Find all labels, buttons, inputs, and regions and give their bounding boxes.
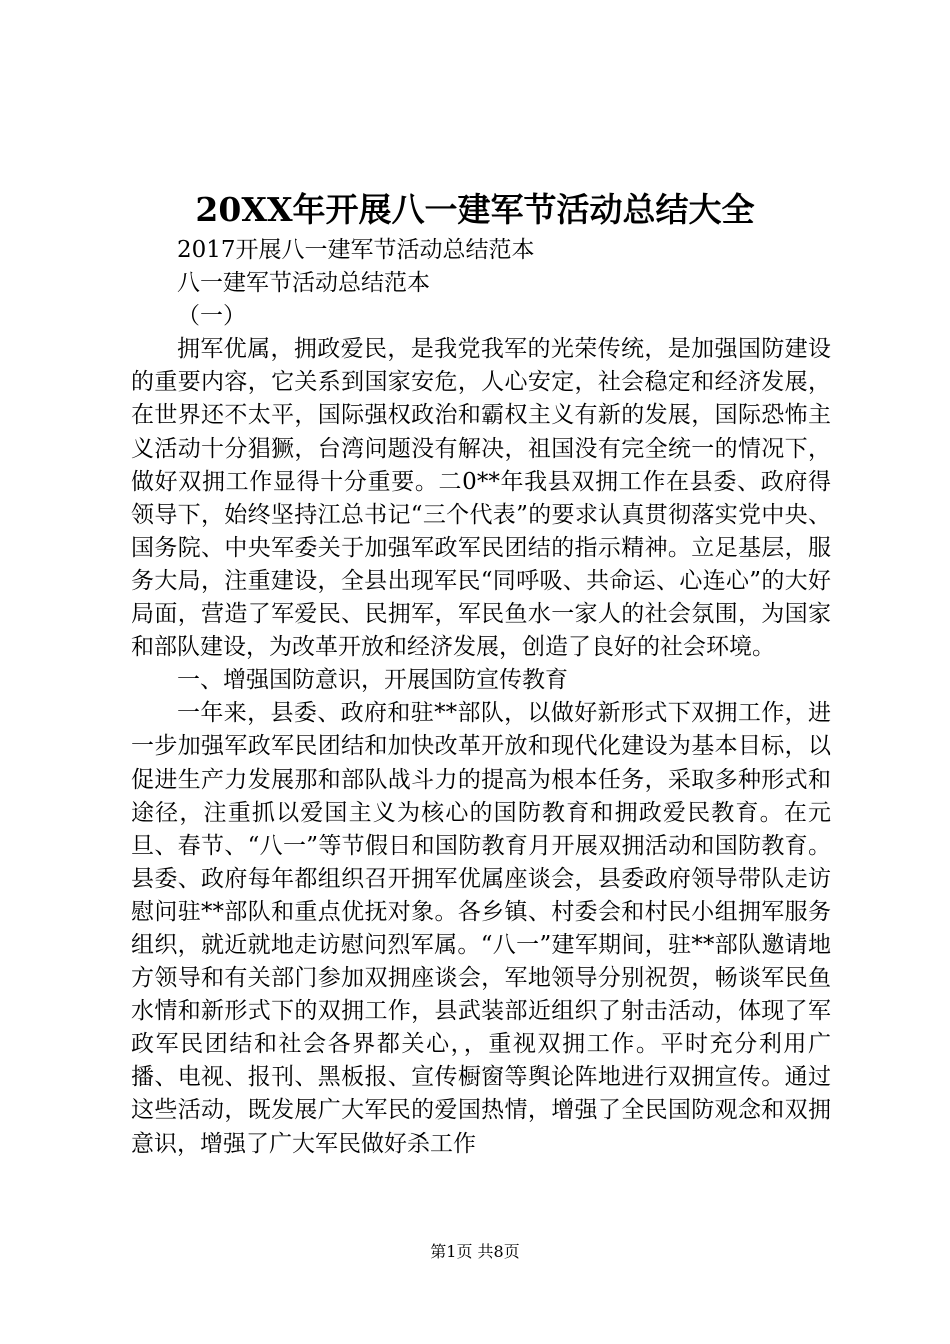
paragraph: 一年来，县委、政府和驻**部队，以做好新形式下双拥工作，进一步加强军政军民团结和加快改革开放和现代化建设为基本目标，以促进生产力发展那和部队战斗力的提高为根本任务，采取多种形式和途径，注重抓以爱国主义为核心的国防教育和拥政爱民教育。在元旦、春节、“八一”等节假日和国防教育月开展双拥活动和国防教育。县委、政府每年都组织召开拥军优属座谈会，县委政府领导带队走访慰问驻**部队和重点优抚对象。各乡镇、村委会和村民小组拥军服务组织，就近就地走访慰问烈军属。“八一”建军期间，驻**部队邀请地方领导和有关部门参加双拥座谈会，军地领导分别祝贺，畅谈军民鱼水情和新形式下的双拥工作，县武装部近组织了射击活动，体现了军政军民团结和社会各界都关心，，重视双拥工作。平时充分利用广播、电视、报刊、黑板报、宣传橱窗等舆论阵地进行双拥宣传。通过这些活动，既发展广大军民的爱国热情，增强了全民国防观念和双拥意识，增强了广大军民做好杀工作	[131, 700, 831, 1157]
paragraph: 拥军优属，拥政爱民，是我党我军的光荣传统，是加强国防建设的重要内容，它关系到国家安危，人心安定，社会稳定和经济发展，在世界还不太平，国际强权政治和霸权主义有新的发展，国际恐怖主义活动十分猖獗，台湾问题没有解决，祖国没有完全统一的情况下，做好双拥工作显得十分重要。二0**年我县双拥工作在县委、政府得领导下，始终坚持江总书记“三个代表”的要求认真贯彻落实党中央、国务院、中央军委关于加强军政军民团结的指示精神。立足基层，服务大局，注重建设，全县出现军民“同呼吸、共命运、心连心”的大好局面，营造了军爱民、民拥军，军民鱼水一家人的社会氛围，为国家和部队建设，为改革开放和经济发展，创造了良好的社会环境。	[131, 336, 831, 661]
subtitle-line: 八一建军节活动总结范本	[177, 270, 430, 297]
document-body	[131, 234, 831, 1161]
section-marker: （一）	[177, 303, 246, 330]
subtitle-line: 2017开展八一建军节活动总结范本	[177, 237, 535, 263]
document-title: 20XX年开展八一建军节活动总结大全	[195, 190, 755, 229]
page-footer: 第1页 共8页	[430, 1242, 520, 1261]
section-heading: 一、增强国防意识，开展国防宣传教育	[177, 667, 568, 694]
